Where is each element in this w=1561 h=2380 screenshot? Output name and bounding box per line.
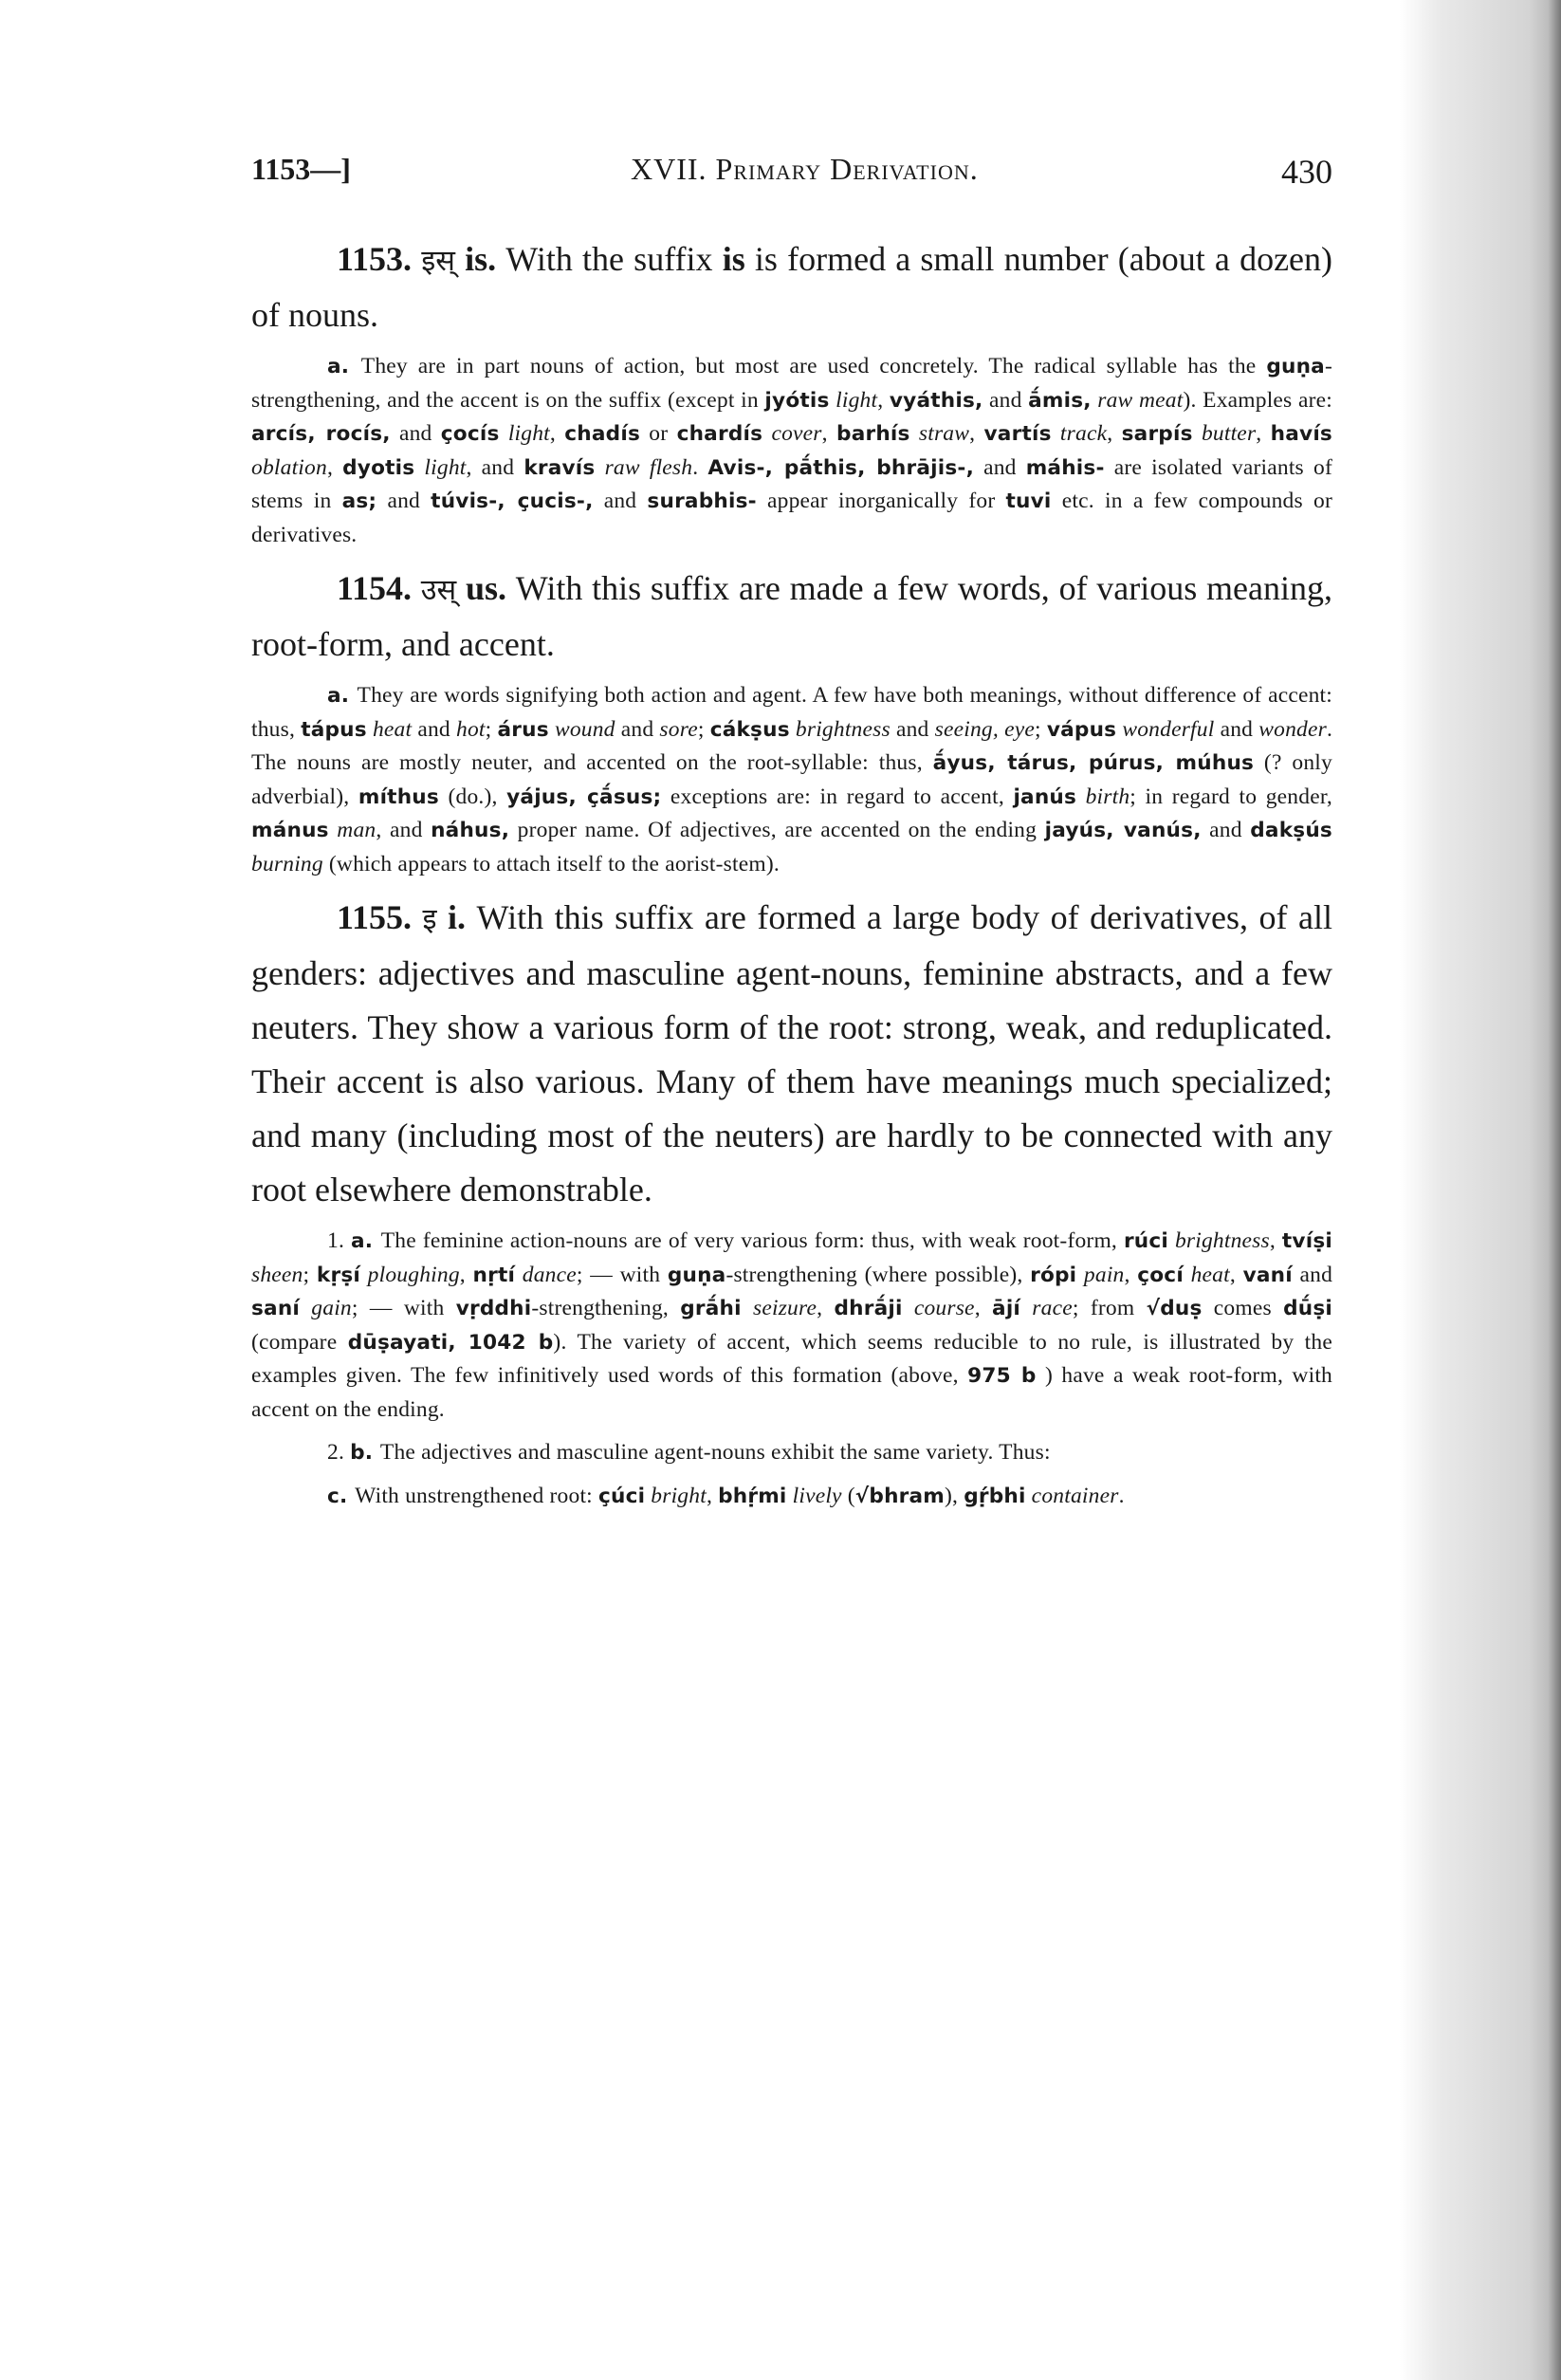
italic-gloss: container [1025,1483,1119,1508]
text-run: , [877,387,890,413]
bold-term: túvis-, çucis-, [431,489,594,513]
bold-term: vápus [1046,717,1117,742]
text-run: and [412,716,457,742]
bold-term: kravís [523,455,596,480]
section-paragraph [251,232,1332,342]
italic-gloss: seizure [741,1296,817,1320]
text-run: (do.), [438,784,507,809]
italic-gloss: seeing, eye [934,716,1035,742]
italic-gloss: raw flesh [595,454,693,480]
bold-term: náhus, [431,819,510,842]
italic-gloss: pain [1076,1262,1125,1287]
italic-gloss: race [1020,1296,1073,1320]
text-run: . [1118,1483,1125,1508]
text-run: and [1214,716,1259,742]
note-paragraph [251,1436,1332,1470]
bold-term: nṛtí [472,1263,516,1287]
bold-term: 1154. [337,569,421,607]
bold-term: çocís [440,422,500,446]
devanagari-suffix: इ [422,903,437,936]
italic-gloss: light [829,387,878,413]
bold-term: saní [251,1297,301,1320]
bold-term: dyotis [342,455,415,480]
bold-term: vartís [983,422,1052,446]
text-run: and [390,421,441,446]
bold-term: grā́hi [680,1297,742,1320]
italic-gloss: course [902,1296,975,1320]
italic-gloss: burning [251,851,323,876]
italic-gloss: dance [515,1262,577,1287]
bold-term: is. [454,240,506,278]
bold-term: a. [327,684,358,708]
text-run: , [459,1262,473,1287]
text-run: , [1256,421,1271,446]
text-run: With this suffix are made a few words, of various meaning, root-form, and accent. [251,569,1333,663]
bold-term: Avis-, pā́this, bhrājis-, [707,455,974,480]
text-run: . The nouns are mostly neuter, and accented on the root-syllable: thus, [251,716,1333,775]
text-run: exceptions are: in regard to accent, [661,784,1014,809]
bold-term: tápus [301,717,367,742]
text-run: , [706,1483,719,1508]
bold-term: ā́yus, tárus, púrus, múhus [932,751,1255,775]
running-header [251,152,1332,199]
bold-term: gṛ́bhi [964,1484,1026,1508]
text-run: and [1201,818,1251,842]
italic-gloss: heat [1183,1262,1230,1287]
italic-gloss: hot [456,716,486,742]
italic-gloss: ploughing [360,1262,460,1287]
text-run: or [640,421,677,446]
text-run: , [326,454,343,480]
bold-term: guṇa [1266,355,1325,378]
italic-gloss: straw [909,421,970,446]
text-run: 2. [327,1440,351,1465]
text-run: With the suffix [505,240,723,278]
italic-gloss: raw meat [1091,387,1184,413]
chapter-title: XVII. Primary Derivation. [631,152,979,186]
text-run: (? only adverbial), [251,750,1332,809]
devanagari-suffix: उस् [420,574,457,607]
text-run: , [1269,1228,1282,1253]
text-run: and [593,489,648,513]
text-run: ). The variety of accent, which seems reducible to no rule, is illustrated by the examples given. The few infinitively used words of this formation (above, [251,1329,1332,1388]
text-run: (which appears to attach itself to the aorist-stem). [322,851,780,876]
bold-term: 1155. [337,898,423,936]
text-run: ; [303,1262,317,1287]
devanagari-suffix: इस् [421,245,455,278]
italic-gloss: bright [645,1483,707,1508]
text-run: , and [376,818,432,842]
bold-term: bhṛ́mi [718,1484,787,1508]
page-body [251,232,1332,1522]
text-run: , [821,421,837,446]
text-run: ). Examples are: [1183,387,1332,413]
text-run: and [1292,1262,1333,1287]
bold-term: a. [350,1229,381,1253]
italic-gloss: man [328,818,376,842]
italic-gloss: oblation [251,454,327,480]
bold-term: as; [341,489,377,513]
text-run: appear inorganically for [756,489,1006,513]
text-run: is formed a small number (about a dozen) of nouns. [251,240,1333,334]
bold-term: jyótis [764,388,830,413]
page-edge-shadow [1400,0,1561,2380]
bold-term: dakṣús [1250,819,1332,842]
bold-term: havís [1270,422,1332,446]
bold-term: tuvi [1005,489,1052,513]
text-run: , [817,1296,835,1320]
bold-term: rúci [1123,1229,1168,1253]
text-run: 1. [327,1228,351,1253]
text-run: , [1229,1262,1243,1287]
bold-term: tvíṣi [1281,1229,1332,1253]
text-run: and [973,454,1026,480]
italic-gloss: sore [659,716,698,742]
bold-term: √duṣ [1146,1297,1203,1320]
bold-term: rópi [1030,1263,1077,1287]
text-run: ; in regard to gender, [1129,784,1332,809]
italic-gloss: brightness [1168,1228,1270,1253]
bold-term: dū́ṣi [1283,1297,1333,1320]
italic-gloss: heat [366,716,413,742]
bold-term: 1153. [337,240,422,278]
bold-term: barhís [836,422,910,446]
italic-gloss: wonder [1258,716,1327,742]
note-paragraph [251,1480,1332,1514]
text-run: They are words signifying both action and agent. A few have both meanings, without difference of accent: thus, [251,683,1332,742]
text-run: , [549,421,565,446]
bold-term: surabhis- [647,489,757,513]
bold-term: dūṣayati, 1042 b [347,1330,554,1355]
text-run: , and [466,454,524,480]
section-paragraph [251,891,1332,1217]
bold-term: guṇa [667,1263,726,1287]
italic-gloss: wound [548,716,615,742]
bold-term: chadís [564,422,641,446]
bold-term: is [722,240,745,278]
bold-term: vyáthis, [889,388,983,413]
text-run: etc. in a few compounds or derivatives. [251,489,1332,547]
bold-term: sarpís [1121,422,1193,446]
text-run: proper name. Of adjectives, are accented on the ending [509,818,1045,842]
italic-gloss: butter [1192,421,1257,446]
italic-gloss: sheen [251,1262,303,1287]
italic-gloss: brightness [789,716,891,742]
text-run: -strengthening (where possible), [725,1262,1031,1287]
bold-term: jayús, vanús, [1044,819,1202,842]
bold-term: arcís, rocís, [251,422,391,446]
italic-gloss: track [1051,421,1108,446]
text-run: and [376,489,432,513]
text-run: and [983,387,1029,413]
note-paragraph [251,350,1332,552]
section-range: 1153—] [251,152,351,186]
text-run: (compare [251,1329,348,1355]
text-run: are isolated variants of stems in [251,454,1332,513]
italic-gloss: gain [300,1296,352,1320]
bold-term: us. [456,569,516,607]
italic-gloss: light [499,421,550,446]
text-run: comes [1202,1296,1284,1320]
text-run: With unstrengthened root: [355,1483,598,1508]
text-run: The adjectives and masculine agent-nouns exhibit the same variety. Thus: [379,1440,1051,1465]
bold-term: árus [497,717,549,742]
bold-term: chardís [676,422,763,446]
bold-term: cákṣus [709,717,790,742]
bold-term: vṛddhi [455,1297,532,1320]
text-run: ; from [1072,1296,1147,1320]
italic-gloss: light [414,454,467,480]
text-run: -strengthening, [531,1296,681,1320]
bold-term: i. [436,898,477,936]
text-run: With this suffix are formed a large body of derivatives, of all genders: adjectives and masculine agent-nouns, feminine abstracts, and a few neuters. They show a various form of the root: strong, weak, and reduplicated. Their accent is also various. Many of them have meanings much specialized; and many (including most of the neuters) are hardly to be connected with any root elsewhere demonstrable. [251,898,1332,1208]
text-run: , [1124,1262,1138,1287]
bold-term: 975 b [967,1364,1037,1388]
italic-gloss: birth [1076,784,1130,809]
bold-term: máhis- [1025,455,1105,480]
text-run: ; [697,716,710,742]
text-run: -strengthening, and the accent is on the suffix (except in [251,354,1332,413]
text-run: The feminine action-nouns are of very various form: thus, with weak root-form, [380,1228,1124,1253]
note-paragraph [251,1225,1332,1427]
bold-term: çúci [597,1484,646,1508]
text-run: ) have a weak root-form, with accent on the ending. [251,1363,1332,1422]
italic-gloss: lively [786,1483,842,1508]
bold-term: çocí [1137,1263,1184,1287]
text-run: , [1107,421,1122,446]
bold-term: ājí [992,1297,1021,1320]
bold-term: janús [1013,784,1077,809]
note-paragraph [251,679,1332,881]
bold-term: kṛṣí [316,1263,361,1287]
text-run: ), [945,1483,964,1508]
bold-term: a. [327,355,361,378]
bold-term: mánus [251,819,329,842]
bold-term: yájus, çā́sus; [506,784,662,809]
text-run: ( [841,1483,855,1508]
bold-term: c. [327,1484,356,1508]
section-paragraph [251,562,1332,672]
bold-term: √bhram [854,1484,946,1508]
italic-gloss: cover [762,421,822,446]
bold-term: b. [350,1441,380,1465]
text-run: , [969,421,984,446]
text-run: and [890,716,935,742]
text-run: They are in part nouns of action, but most are used concretely. The radical syllable has the [360,354,1267,378]
bold-term: míthus [358,784,439,809]
text-run: , [974,1296,993,1320]
text-run: ; [1034,716,1047,742]
text-run: ; [485,716,498,742]
text-run: ; — with [576,1262,668,1287]
text-run: . [692,454,708,480]
italic-gloss: wonderful [1116,716,1215,742]
bold-term: dhrā́ji [834,1297,903,1320]
text-run: ; — with [351,1296,456,1320]
bold-term: vaní [1242,1263,1293,1287]
text-run: and [615,716,660,742]
bold-term: ā́mis, [1028,388,1092,413]
page-number: 430 [1281,153,1332,191]
